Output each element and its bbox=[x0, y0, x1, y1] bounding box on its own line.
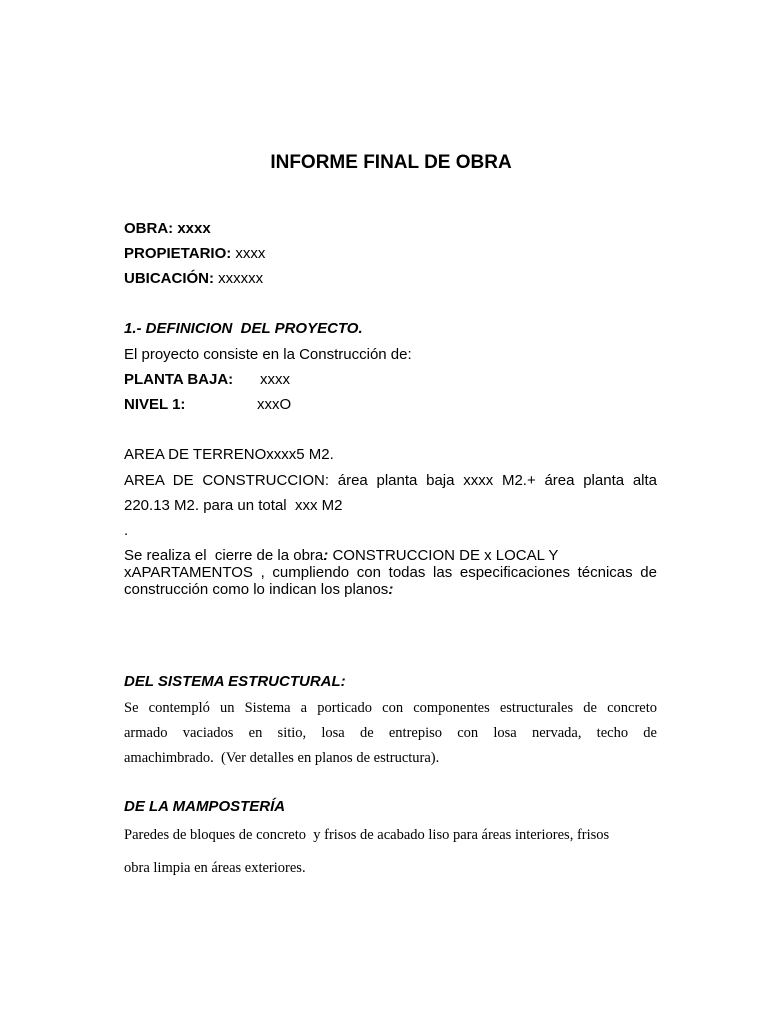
area-construccion-line bbox=[124, 472, 657, 490]
planta-baja-value: xxxx bbox=[260, 371, 290, 388]
sistema-line-1: Se contempló un Sistema a porticado con componentes estructurales de concreto bbox=[124, 700, 657, 716]
cierre-line-3 bbox=[124, 581, 393, 599]
cierre-colon-1: : bbox=[323, 547, 329, 564]
document-title: INFORME FINAL DE OBRA bbox=[270, 152, 512, 173]
cierre-text-a: Se realiza el cierre de la obra bbox=[124, 547, 324, 564]
cierre-text-c: CONSTRUCCION DE x LOCAL Y bbox=[328, 547, 559, 564]
propietario-label: PROPIETARIO: bbox=[124, 245, 232, 262]
area-terreno: AREA DE TERRENOxxxx5 M2. bbox=[124, 446, 334, 463]
cierre-line-1 bbox=[124, 547, 558, 565]
propietario-line bbox=[124, 245, 265, 263]
sistema-line-3: amachimbrado. (Ver detalles en planos de estructura). bbox=[124, 750, 440, 766]
mamposteria-line-2: obra limpia en áreas exteriores. bbox=[124, 860, 306, 876]
mamposteria-heading: DE LA MAMPOSTERÍA bbox=[124, 798, 286, 815]
propietario-value: xxxx bbox=[235, 245, 266, 262]
nivel1-label: NIVEL 1: bbox=[124, 396, 186, 413]
area-construccion-cont: 220.13 M2. para un total xxx M2 bbox=[124, 497, 343, 514]
mamposteria-line-1: Paredes de bloques de concreto y frisos de acabado liso para áreas interiores, frisos bbox=[124, 827, 610, 843]
sistema-line-2: armado vaciados en sitio, losa de entrepiso con losa nervada, techo de bbox=[124, 725, 657, 741]
sistema-estructural-heading: DEL SISTEMA ESTRUCTURAL: bbox=[124, 673, 346, 690]
cierre-colon-3: : bbox=[388, 581, 394, 598]
planta-baja-line bbox=[124, 371, 290, 389]
obra-label: OBRA: bbox=[124, 220, 174, 237]
cierre-text-3a: construcción como lo indican los planos bbox=[124, 581, 389, 598]
area-construccion-value: área planta baja xxxx M2.+ área planta alta bbox=[337, 472, 658, 489]
dot-line: . bbox=[124, 522, 129, 539]
section1-intro: El proyecto consiste en la Construcción de: bbox=[124, 346, 412, 363]
obra-value: xxxx bbox=[177, 220, 211, 237]
ubicacion-label: UBICACIÓN: bbox=[124, 270, 214, 287]
nivel1-value: xxxO bbox=[257, 396, 292, 413]
section1-heading: 1.- DEFINICION DEL PROYECTO. bbox=[124, 320, 363, 337]
ubicacion-line bbox=[124, 270, 263, 288]
planta-baja-label: PLANTA BAJA: bbox=[124, 371, 234, 388]
area-construccion-label: AREA DE CONSTRUCCION: bbox=[124, 472, 329, 489]
nivel1-line bbox=[124, 396, 291, 414]
obra-line bbox=[124, 220, 211, 238]
ubicacion-value: xxxxxx bbox=[218, 270, 264, 287]
cierre-line-2: xAPARTAMENTOS , cumpliendo con todas las especificaciones técnicas de bbox=[124, 564, 657, 581]
